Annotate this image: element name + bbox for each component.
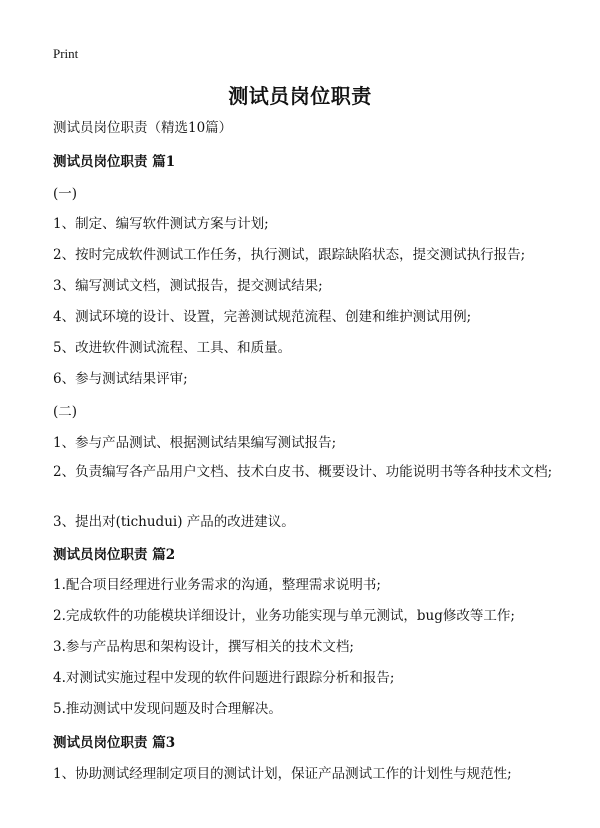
list-item: 1、协助测试经理制定项目的测试计划，保证产品测试工作的计划性与规范性; [53, 766, 512, 782]
group-label-1: (一) [53, 186, 78, 202]
document-title: 测试员岗位职责 [228, 84, 372, 108]
list-item: 1.配合项目经理进行业务需求的沟通，整理需求说明书; [53, 577, 381, 593]
list-item: 3、编写测试文档，测试报告，提交测试结果; [53, 278, 323, 294]
document-subtitle: 测试员岗位职责（精选10篇） [53, 120, 233, 136]
list-item: 4.对测试实施过程中发现的软件问题进行跟踪分析和报告; [53, 670, 395, 686]
list-item: 4、测试环境的设计、设置，完善测试规范流程、创建和维护测试用例; [53, 309, 472, 325]
list-item: 2、负责编写各产品用户文档、技术白皮书、概要设计、功能说明书等各种技术文档; [53, 464, 553, 480]
print-label[interactable]: Print [53, 46, 79, 61]
section-heading-2: 测试员岗位职责 篇2 [53, 547, 176, 563]
list-item: 1、参与产品测试、根据测试结果编写测试报告; [53, 435, 337, 451]
section-heading-1: 测试员岗位职责 篇1 [53, 154, 176, 170]
list-item: 3、提出对(tichudui) 产品的改进建议。 [53, 514, 295, 530]
list-item: 3.参与产品构思和架构设计，撰写相关的技术文档; [53, 639, 354, 655]
section-heading-3: 测试员岗位职责 篇3 [53, 735, 176, 751]
list-item: 5、改进软件测试流程、工具、和质量。 [53, 340, 292, 356]
list-item: 6、参与测试结果评审; [53, 371, 188, 387]
list-item: 2、按时完成软件测试工作任务，执行测试，跟踪缺陷状态，提交测试执行报告; [53, 247, 526, 263]
list-item: 1、制定、编写软件测试方案与计划; [53, 216, 269, 232]
group-label-2: (二) [53, 404, 78, 420]
list-item: 5.推动测试中发现问题及时合理解决。 [53, 701, 282, 717]
list-item: 2.完成软件的功能模块详细设计，业务功能实现与单元测试，bug修改等工作; [53, 608, 515, 624]
